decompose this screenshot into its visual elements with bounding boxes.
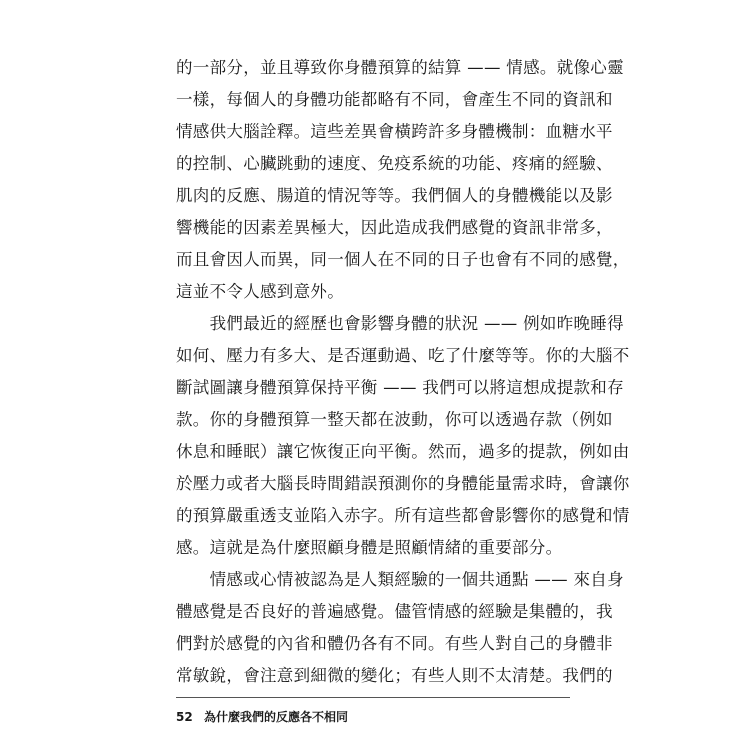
text-line: 常敏銳，會注意到細微的變化；有些人則不太清楚。我們的 bbox=[176, 666, 613, 685]
text-line: 而且會因人而異，同一個人在不同的日子也會有不同的感覺， bbox=[176, 250, 630, 269]
text-line: 我們最近的經歷也會影響身體的狀況 —— 例如昨晚睡得 bbox=[176, 314, 624, 333]
running-title: 為什麼我們的反應各不相同 bbox=[204, 710, 349, 724]
text-line: 肌肉的反應、腸道的情況等等。我們個人的身體機能以及影 bbox=[176, 186, 613, 205]
footer-divider bbox=[176, 697, 570, 698]
text-line: 體感覺是否良好的普遍感覺。儘管情感的經驗是集體的，我 bbox=[176, 602, 613, 621]
text-line: 這並不令人感到意外。 bbox=[176, 282, 344, 301]
text-line: 的預算嚴重透支並陷入赤字。所有這些都會影響你的感覺和情 bbox=[176, 506, 630, 525]
text-line: 們對於感覺的內省和體仍各有不同。有些人對自己的身體非 bbox=[176, 634, 613, 653]
text-line: 斷試圖讓身體預算保持平衡 —— 我們可以將這想成提款和存 bbox=[176, 378, 624, 397]
page-number: 52 bbox=[176, 710, 193, 724]
text-line: 情感或心情被認為是人類經驗的一個共通點 —— 來自身 bbox=[176, 570, 624, 589]
text-line: 的一部分，並且導致你身體預算的結算 —— 情感。就像心靈 bbox=[176, 58, 624, 77]
text-line: 款。你的身體預算一整天都在波動，你可以透過存款（例如 bbox=[176, 410, 613, 429]
text-line: 休息和睡眠）讓它恢復正向平衡。然而，過多的提款，例如由 bbox=[176, 442, 630, 461]
text-line: 感。這就是為什麼照顧身體是照顧情緒的重要部分。 bbox=[176, 538, 563, 557]
text-line: 於壓力或者大腦長時間錯誤預測你的身體能量需求時，會讓你 bbox=[176, 474, 630, 493]
text-line: 一樣，每個人的身體功能都略有不同，會產生不同的資訊和 bbox=[176, 90, 613, 109]
text-line: 的控制、心臟跳動的速度、免疫系統的功能、疼痛的經驗、 bbox=[176, 154, 613, 173]
text-line: 如何、壓力有多大、是否運動過、吃了什麼等等。你的大腦不 bbox=[176, 346, 630, 365]
text-line: 響機能的因素差異極大，因此造成我們感覺的資訊非常多， bbox=[176, 218, 613, 237]
text-line: 情感供大腦詮釋。這些差異會橫跨許多身體機制：血糖水平 bbox=[176, 122, 613, 141]
